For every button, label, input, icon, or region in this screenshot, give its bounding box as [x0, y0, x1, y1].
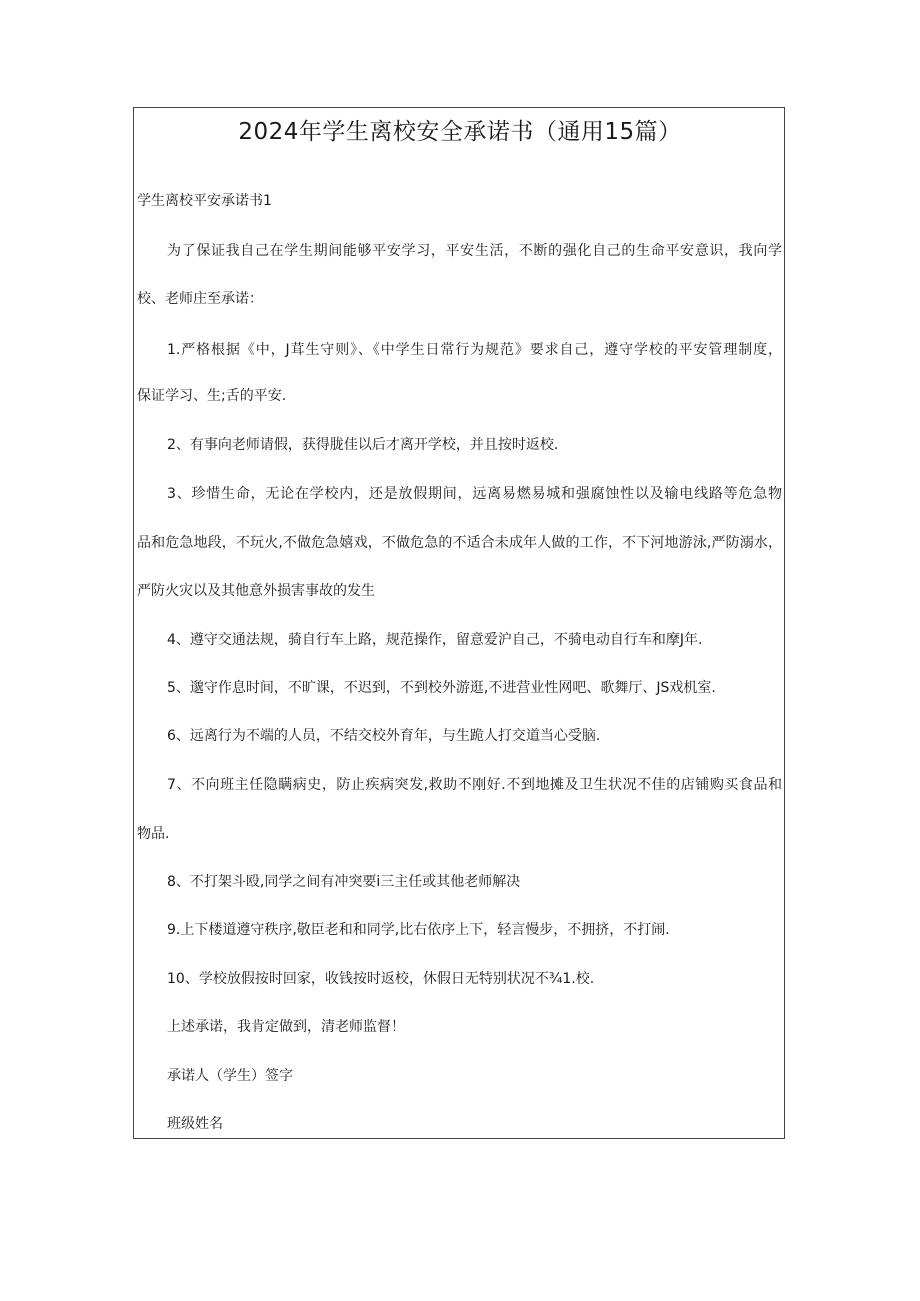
document-title: 2024年学生离校安全承诺书（通用15篇）	[238, 119, 682, 145]
signature-label: 承诺人（学生）签字	[167, 1068, 293, 1084]
item-3-line-3: 严防火灾以及其他意外损害事故的发生	[137, 583, 375, 599]
item-3-line-2: 品和危急地段，不玩火,不做危急嬉戏，不做危急的不适合未成年人做的工作，不下河地游泳,严防溺水，	[137, 535, 782, 551]
item-10: 10、学校放假按时回家，收钱按时返校，休假日无特别状况不¾1.校.	[167, 971, 595, 987]
intro-line-2: 校、老师庄至承诺：	[137, 291, 263, 307]
item-1-line-1: 1.严格根据《中，J茸生守则》、《中学生日常行为规范》要求自己，遵守学校的平安管理制度，	[167, 342, 782, 358]
item-2: 2、有事向老师请假，获得胧佳以后才离开学校，并且按时返校.	[167, 437, 559, 453]
section-heading: 学生离校平安承诺书1	[137, 193, 272, 209]
item-7-line-1: 7、不向班主任隐瞒病史，防止疾病突发,救助不刚好.不到地摊及卫生状况不佳的店铺购买食品和	[167, 777, 782, 793]
intro-line-1: 为了保证我自己在学生期间能够平安学习，平安生活，不断的强化自己的生命平安意识，我向学	[167, 243, 782, 259]
item-4: 4、遵守交通法规，骑自行车上路，规范操作，留意爱沪自己，不骑电动自行车和摩J年.	[167, 632, 703, 648]
item-6: 6、远离行为不端的人员，不结交校外育年，与生跪人打交道当心受脑.	[167, 728, 601, 744]
item-3-line-1: 3、珍惜生命，无论在学校内，还是放假期间，远离易燃易城和强腐蚀性以及输电线路等危急物	[167, 486, 782, 502]
item-7-line-2: 物品.	[137, 826, 170, 842]
class-name-label: 班级姓名	[167, 1116, 223, 1132]
item-8: 8、不打架斗殴,同学之间有冲突要i三主任或其他老师解决	[167, 874, 521, 890]
item-1-line-2: 保证学习、生;舌的平安.	[137, 388, 287, 404]
item-9: 9.上下楼道遵守秩序,敬臣老和和同学,比右依序上下，轻言慢步，不拥挤，不打闹.	[167, 922, 670, 938]
item-5: 5、邈守作息时间，不旷课，不迟到，不到校外游逛,不进营业性网吧、歌舞厅、JS戏机室.	[167, 680, 716, 696]
closing-statement: 上述承诺，我肯定做到，清老师监督！	[167, 1019, 405, 1035]
